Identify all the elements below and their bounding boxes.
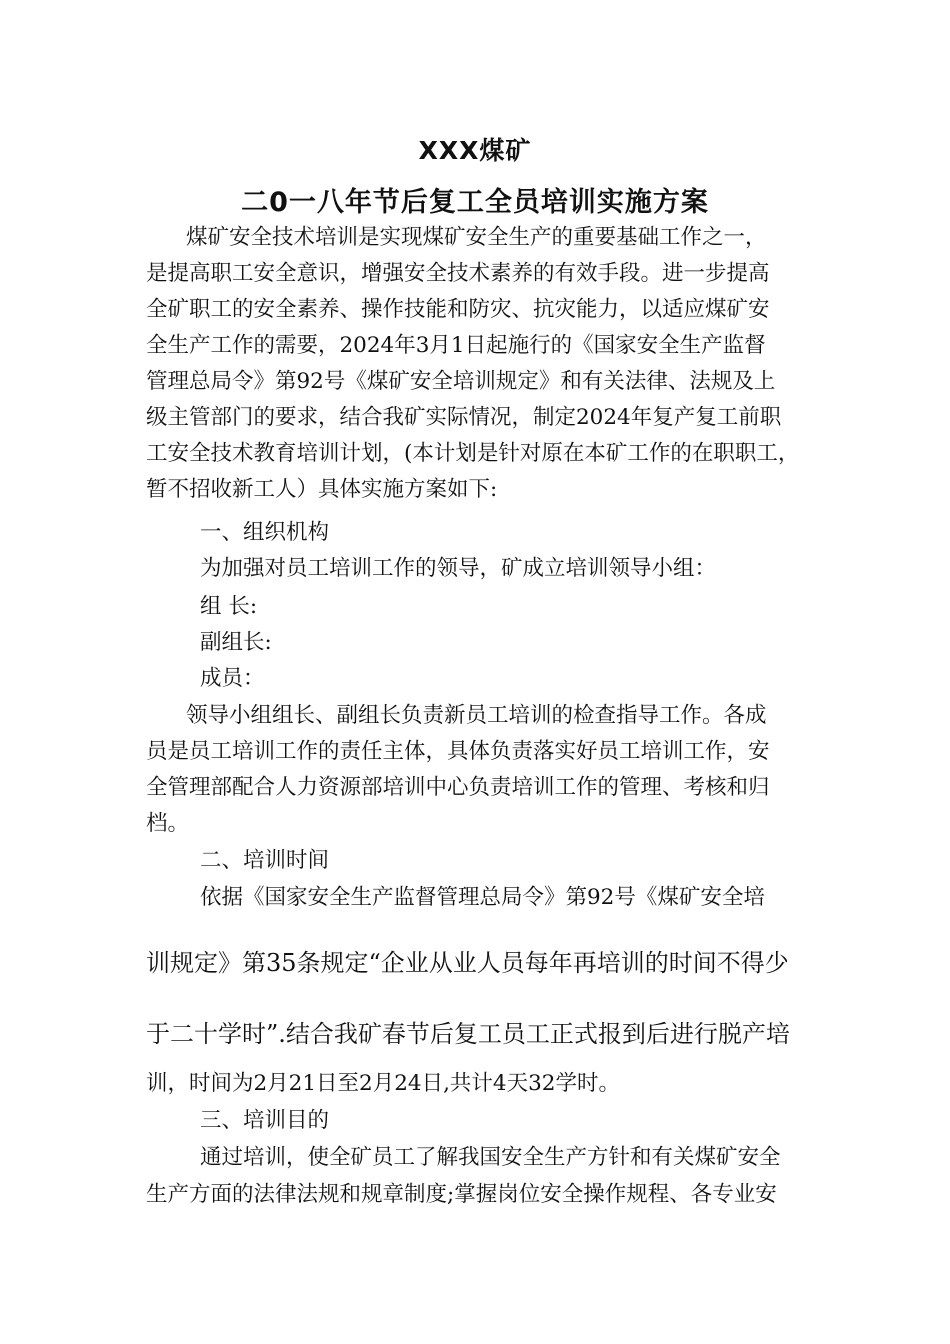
- document-subtitle: 二0一八年节后复工全员培训实施方案: [241, 187, 709, 218]
- paragraph-line: 生产方面的法律法规和规章制度;掌握岗位安全操作规程、各专业安: [146, 1182, 777, 1207]
- paragraph-line: 暂不招收新工人）具体实施方案如下:: [146, 477, 498, 502]
- paragraph-line: 煤矿安全技术培训是实现煤矿安全生产的重要基础工作之一，: [186, 225, 767, 250]
- paragraph-line: 工安全技术教育培训计划，(本计划是针对原在本矿工作的在职职工，: [146, 441, 800, 466]
- deputy-leader-label: 副组长:: [200, 630, 272, 655]
- paragraph-line: 管理总局令》第92号《煤矿安全培训规定》和有关法律、法规及上: [146, 369, 776, 394]
- section-heading: 二、培训时间: [200, 848, 330, 873]
- document-title: XXX煤矿: [418, 136, 532, 165]
- section-heading: 三、培训目的: [200, 1108, 330, 1133]
- paragraph-line: 档。: [146, 811, 190, 836]
- leader-label: 组 长:: [200, 594, 258, 619]
- paragraph-line: 训规定》第35条规定“企业从业人员每年再培训的时间不得少: [146, 949, 789, 977]
- members-label: 成员：: [200, 666, 265, 691]
- paragraph-line: 全矿职工的安全素养、操作技能和防灾、抗灾能力，以适应煤矿安: [146, 297, 770, 322]
- paragraph-line: 员是员工培训工作的责任主体，具体负责落实好员工培训工作，安: [146, 739, 770, 764]
- paragraph-line: 领导小组组长、副组长负责新员工培训的检查指导工作。各成: [186, 703, 767, 728]
- paragraph-line: 为加强对员工培训工作的领导，矿成立培训领导小组：: [200, 556, 717, 581]
- paragraph-line: 是提高职工安全意识，增强安全技术素养的有效手段。进一步提高: [146, 261, 770, 286]
- paragraph-line: 级主管部门的要求，结合我矿实际情况，制定2024年复产复工前职: [146, 405, 782, 430]
- paragraph-line: 全生产工作的需要，2024年3月1日起施行的《国家安全生产监督: [146, 333, 766, 358]
- paragraph-line: 依据《国家安全生产监督管理总局令》第92号《煤矿安全培: [200, 885, 765, 910]
- paragraph-line: 全管理部配合人力资源部培训中心负责培训工作的管理、考核和归: [146, 775, 770, 800]
- section-heading: 一、组织机构: [200, 520, 330, 545]
- paragraph-line: 训，时间为2月21日至2月24日,共计4天32学时。: [146, 1071, 620, 1096]
- paragraph-line: 通过培训，使全矿员工了解我国安全生产方针和有关煤矿安全: [200, 1145, 781, 1170]
- paragraph-line: 于二十学时”.结合我矿春节后复工员工正式报到后进行脱产培: [146, 1020, 790, 1048]
